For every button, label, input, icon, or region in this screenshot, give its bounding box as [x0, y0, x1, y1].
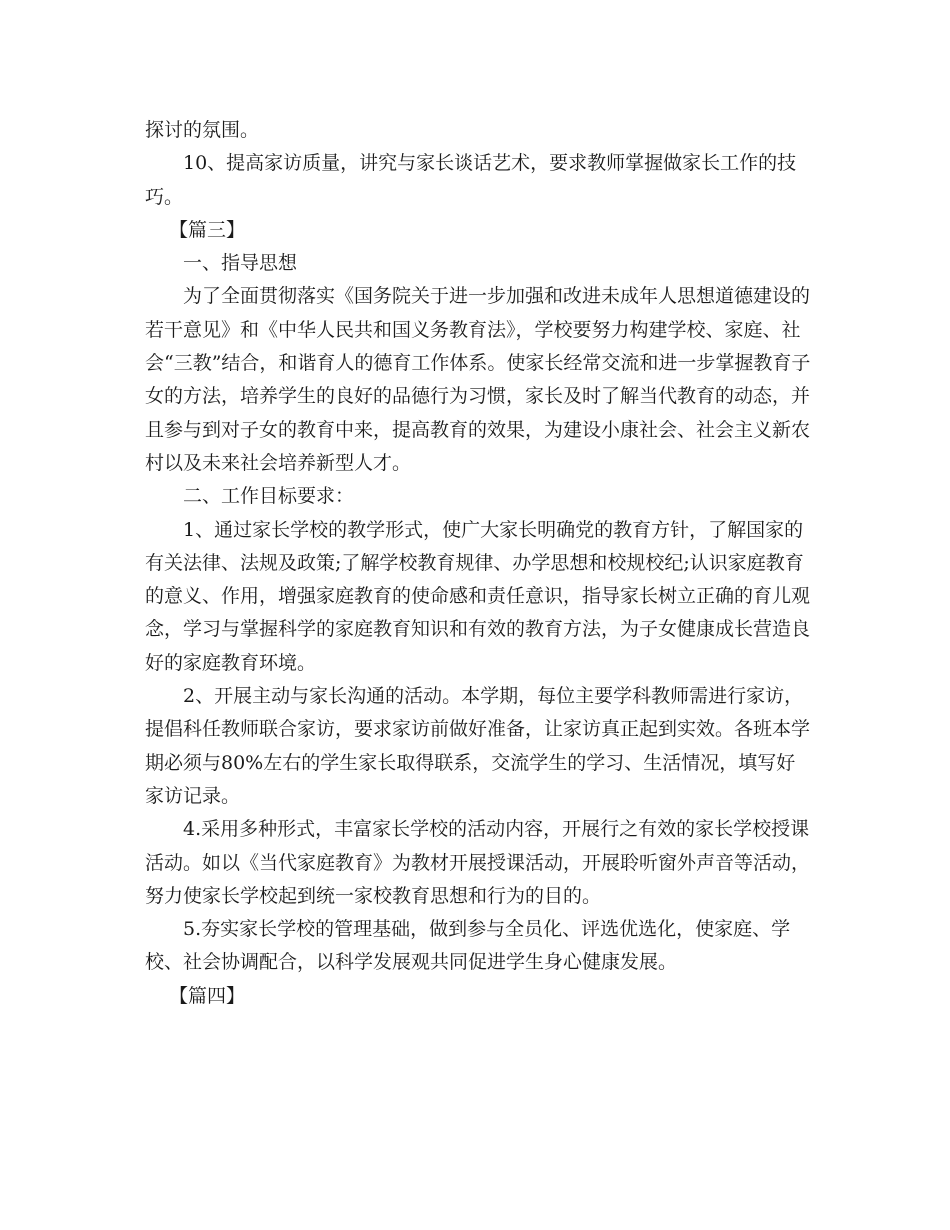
paragraph-item-10: 10、提高家访质量，讲究与家长谈话艺术，要求教师掌握做家长工作的技巧。 [145, 152, 797, 208]
section-heading-part-four: 【篇四】 [169, 984, 246, 1007]
document-body [145, 114, 813, 1013]
subheading-work-goals: 二、工作目标要求： [183, 485, 355, 508]
paragraph-goal-2: 2、开展主动与家长沟通的活动。本学期，每位主要学科教师需进行家访，提倡科任教师联合家访，要求家访前做好准备，让家访真正起到实效。各班本学期必须与80%左右的学生家长取得联系，交流学生的学习、生活情况，填写好家访记录。 [145, 685, 811, 807]
paragraph-guiding-ideology: 为了全面贯彻落实《国务院关于进一步加强和改进未成年人思想道德建设的若干意见》和《中华人民共和国义务教育法》，学校要努力构建学校、家庭、社会“三教”结合，和谐育人的德育工作体系。使家长经常交流和进一步掌握教育子女的方法，培养学生的良好的品德行为习惯，家长及时了解当代教育的动态，并且参与到对子女的教育中来，提高教育的效果，为建设小康社会、社会主义新农村以及未来社会培养新型人才。 [145, 285, 811, 474]
paragraph-continuation: 探讨的氛围。 [145, 119, 260, 141]
subheading-guiding-ideology: 一、指导思想 [183, 252, 298, 275]
paragraph-goal-1: 1、通过家长学校的教学形式，使广大家长明确党的教育方针，了解国家的有关法律、法规及政策;了解学校教育规律、办学思想和校规校纪;认识家庭教育的意义、作用，增强家庭教育的使命感和责任意识，指导家长树立正确的育儿观念，学习与掌握科学的家庭教育知识和有效的教育方法，为子女健康成长营造良好的家庭教育环境。 [145, 518, 811, 674]
paragraph-goal-4: 4.采用多种形式，丰富家长学校的活动内容，开展行之有效的家长学校授课活动。如以《当代家庭教育》为教材开展授课活动，开展聆听窗外声音等活动，努力使家长学校起到统一家校教育思想和行为的目的。 [145, 818, 811, 907]
section-heading-part-three: 【篇三】 [169, 218, 246, 241]
paragraph-goal-5: 5.夯实家长学校的管理基础，做到参与全员化、评选优选化，使家庭、学校、社会协调配合，以科学发展观共同促进学生身心健康发展。 [145, 918, 791, 974]
